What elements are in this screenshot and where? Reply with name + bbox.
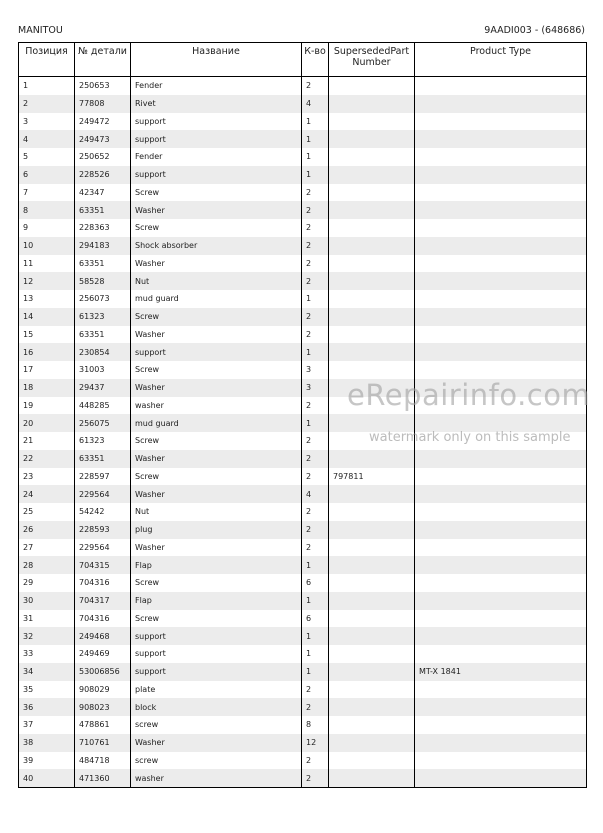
cell-product-type [415,361,587,379]
cell-position: 30 [19,592,75,610]
cell-superseded [329,752,415,770]
cell-quantity: 2 [302,769,329,787]
table-row [19,503,587,521]
cell-product-type [415,432,587,450]
cell-product-type [415,556,587,574]
cell-part-number: 63351 [75,326,131,344]
cell-product-type [415,326,587,344]
table-row [19,237,587,255]
cell-position: 22 [19,450,75,468]
cell-part-number: 249468 [75,627,131,645]
cell-quantity: 2 [302,237,329,255]
column-header-superseded-part-number: SupersededPartNumber [329,43,415,77]
cell-product-type [415,627,587,645]
cell-part-number: 58528 [75,272,131,290]
cell-part-number: 294183 [75,237,131,255]
header-brand: MANITOU [18,25,63,36]
cell-part-number: 54242 [75,503,131,521]
cell-quantity: 1 [302,663,329,681]
cell-part-number: 908029 [75,681,131,699]
watermark-note: watermark only on this sample [369,430,571,445]
cell-superseded [329,130,415,148]
cell-name: support [131,645,302,663]
cell-name: Screw [131,308,302,326]
cell-quantity: 2 [302,698,329,716]
cell-quantity: 2 [302,503,329,521]
cell-product-type [415,290,587,308]
cell-superseded [329,432,415,450]
cell-part-number: 31003 [75,361,131,379]
cell-product-type [415,379,587,397]
cell-product-type [415,485,587,503]
cell-part-number: 228526 [75,166,131,184]
table-row [19,290,587,308]
cell-position: 33 [19,645,75,663]
cell-superseded [329,95,415,113]
table-row [19,166,587,184]
cell-part-number: 448285 [75,397,131,415]
cell-part-number: 471360 [75,769,131,787]
table-row [19,716,587,734]
cell-superseded [329,113,415,131]
cell-part-number: 478861 [75,716,131,734]
table-row [19,219,587,237]
cell-quantity: 3 [302,361,329,379]
cell-name: Washer [131,539,302,557]
cell-quantity: 2 [302,272,329,290]
cell-position: 4 [19,130,75,148]
cell-superseded [329,272,415,290]
table-row [19,130,587,148]
cell-product-type [415,716,587,734]
cell-product-type [415,184,587,202]
table-row [19,184,587,202]
cell-superseded [329,521,415,539]
cell-position: 1 [19,77,75,95]
cell-product-type [415,343,587,361]
table-body [19,77,587,788]
cell-part-number: 250653 [75,77,131,95]
cell-name: Washer [131,734,302,752]
cell-name: Fender [131,148,302,166]
cell-quantity: 1 [302,130,329,148]
cell-product-type [415,734,587,752]
cell-quantity: 2 [302,219,329,237]
cell-position: 3 [19,113,75,131]
cell-part-number: 42347 [75,184,131,202]
cell-part-number: 53006856 [75,663,131,681]
cell-superseded [329,414,415,432]
table-row [19,521,587,539]
cell-name: Washer [131,450,302,468]
table-row [19,681,587,699]
cell-quantity: 1 [302,627,329,645]
cell-superseded [329,734,415,752]
cell-quantity: 12 [302,734,329,752]
table-row [19,255,587,273]
table-row [19,326,587,344]
cell-part-number: 249469 [75,645,131,663]
cell-position: 15 [19,326,75,344]
cell-name: support [131,130,302,148]
cell-part-number: 256075 [75,414,131,432]
cell-position: 2 [19,95,75,113]
cell-quantity: 1 [302,343,329,361]
cell-position: 40 [19,769,75,787]
cell-position: 28 [19,556,75,574]
cell-position: 11 [19,255,75,273]
cell-product-type [415,130,587,148]
table-row [19,450,587,468]
table-row [19,468,587,486]
table-row [19,308,587,326]
cell-position: 31 [19,610,75,628]
cell-product-type [415,592,587,610]
cell-superseded [329,503,415,521]
cell-name: Washer [131,326,302,344]
cell-quantity: 2 [302,184,329,202]
cell-part-number: 61323 [75,308,131,326]
cell-position: 35 [19,681,75,699]
cell-name: Washer [131,379,302,397]
cell-name: Fender [131,77,302,95]
cell-position: 14 [19,308,75,326]
cell-product-type [415,645,587,663]
table-row [19,592,587,610]
cell-product-type [415,521,587,539]
cell-product-type [415,113,587,131]
cell-position: 38 [19,734,75,752]
table-row [19,95,587,113]
cell-position: 6 [19,166,75,184]
cell-product-type [415,77,587,95]
watermark-site: eRepairinfo.com [347,378,591,412]
table-row [19,201,587,219]
cell-quantity: 2 [302,432,329,450]
cell-name: support [131,627,302,645]
table-row [19,272,587,290]
cell-superseded [329,148,415,166]
table-row [19,769,587,787]
cell-superseded: 797811 [329,468,415,486]
cell-part-number: 230854 [75,343,131,361]
cell-product-type [415,698,587,716]
cell-quantity: 2 [302,468,329,486]
table-row [19,734,587,752]
cell-position: 13 [19,290,75,308]
column-header-quantity: К-во [302,43,329,77]
cell-part-number: 61323 [75,432,131,450]
cell-position: 34 [19,663,75,681]
cell-quantity: 2 [302,752,329,770]
cell-name: support [131,166,302,184]
table-row [19,148,587,166]
cell-product-type [415,166,587,184]
cell-part-number: 704316 [75,610,131,628]
cell-product-type [415,539,587,557]
table-row [19,432,587,450]
cell-quantity: 2 [302,308,329,326]
cell-name: support [131,343,302,361]
cell-superseded [329,592,415,610]
cell-product-type [415,237,587,255]
table-row [19,645,587,663]
cell-quantity: 6 [302,610,329,628]
cell-superseded [329,219,415,237]
cell-superseded [329,308,415,326]
cell-name: Screw [131,361,302,379]
cell-superseded [329,681,415,699]
cell-part-number: 908023 [75,698,131,716]
cell-name: Screw [131,468,302,486]
cell-position: 26 [19,521,75,539]
cell-name: mud guard [131,414,302,432]
cell-quantity: 2 [302,521,329,539]
column-header-part-number: № детали [75,43,131,77]
column-header-product-type: Product Type [415,43,587,77]
column-header-position: Позиция [19,43,75,77]
cell-superseded [329,184,415,202]
cell-position: 29 [19,574,75,592]
cell-superseded [329,716,415,734]
cell-quantity: 1 [302,290,329,308]
cell-quantity: 1 [302,148,329,166]
cell-name: washer [131,769,302,787]
cell-part-number: 228597 [75,468,131,486]
cell-position: 36 [19,698,75,716]
cell-product-type [415,255,587,273]
cell-name: Screw [131,184,302,202]
cell-name: Rivet [131,95,302,113]
table-row [19,379,587,397]
cell-name: block [131,698,302,716]
cell-part-number: 710761 [75,734,131,752]
cell-part-number: 229564 [75,539,131,557]
header-doc-code: 9AADI003 - (648686) [484,25,585,36]
table-row [19,752,587,770]
table-header-row [19,43,587,77]
cell-superseded [329,201,415,219]
table-row [19,77,587,95]
table-row [19,539,587,557]
cell-product-type [415,308,587,326]
cell-product-type [415,219,587,237]
cell-name: Washer [131,201,302,219]
cell-superseded [329,627,415,645]
cell-product-type [415,450,587,468]
cell-part-number: 63351 [75,255,131,273]
cell-quantity: 1 [302,556,329,574]
cell-part-number: 29437 [75,379,131,397]
cell-position: 21 [19,432,75,450]
cell-superseded [329,769,415,787]
cell-part-number: 249473 [75,130,131,148]
cell-position: 8 [19,201,75,219]
cell-part-number: 249472 [75,113,131,131]
cell-name: Screw [131,610,302,628]
cell-position: 7 [19,184,75,202]
cell-quantity: 8 [302,716,329,734]
cell-name: Screw [131,432,302,450]
cell-superseded [329,343,415,361]
cell-position: 27 [19,539,75,557]
cell-superseded [329,539,415,557]
cell-product-type [415,752,587,770]
cell-name: mud guard [131,290,302,308]
cell-name: Screw [131,219,302,237]
cell-product-type [415,95,587,113]
cell-product-type [415,272,587,290]
cell-quantity: 2 [302,326,329,344]
cell-quantity: 2 [302,77,329,95]
cell-quantity: 1 [302,166,329,184]
cell-superseded [329,610,415,628]
cell-product-type [415,397,587,415]
table-row [19,663,587,681]
cell-position: 5 [19,148,75,166]
cell-name: Washer [131,485,302,503]
cell-superseded [329,255,415,273]
cell-quantity: 2 [302,450,329,468]
cell-product-type [415,468,587,486]
cell-superseded [329,485,415,503]
cell-superseded [329,663,415,681]
cell-quantity: 2 [302,681,329,699]
cell-superseded [329,698,415,716]
table-row [19,414,587,432]
cell-product-type [415,681,587,699]
cell-position: 17 [19,361,75,379]
cell-superseded [329,237,415,255]
cell-part-number: 704316 [75,574,131,592]
cell-part-number: 228363 [75,219,131,237]
cell-superseded [329,574,415,592]
table-row [19,574,587,592]
cell-part-number: 704317 [75,592,131,610]
cell-position: 9 [19,219,75,237]
cell-quantity: 2 [302,397,329,415]
cell-part-number: 484718 [75,752,131,770]
table-row [19,627,587,645]
cell-quantity: 1 [302,414,329,432]
cell-position: 19 [19,397,75,415]
cell-product-type [415,769,587,787]
cell-quantity: 1 [302,645,329,663]
cell-quantity: 4 [302,95,329,113]
cell-part-number: 77808 [75,95,131,113]
table-row [19,343,587,361]
cell-quantity: 2 [302,201,329,219]
cell-name: Screw [131,574,302,592]
cell-product-type [415,201,587,219]
cell-part-number: 63351 [75,450,131,468]
cell-quantity: 1 [302,113,329,131]
cell-name: Washer [131,255,302,273]
cell-product-type [415,610,587,628]
cell-quantity: 2 [302,539,329,557]
cell-part-number: 228593 [75,521,131,539]
cell-superseded [329,645,415,663]
cell-superseded [329,326,415,344]
cell-part-number: 704315 [75,556,131,574]
cell-quantity: 2 [302,255,329,273]
cell-position: 37 [19,716,75,734]
cell-part-number: 63351 [75,201,131,219]
column-header-name: Название [131,43,302,77]
table-row [19,361,587,379]
cell-position: 20 [19,414,75,432]
cell-name: support [131,663,302,681]
cell-name: Nut [131,272,302,290]
cell-superseded [329,379,415,397]
cell-position: 32 [19,627,75,645]
cell-superseded [329,397,415,415]
cell-superseded [329,166,415,184]
cell-superseded [329,290,415,308]
cell-position: 18 [19,379,75,397]
table-row [19,485,587,503]
table-row [19,397,587,415]
table-row [19,610,587,628]
cell-name: plate [131,681,302,699]
table-row [19,556,587,574]
cell-name: washer [131,397,302,415]
cell-quantity: 6 [302,574,329,592]
cell-product-type [415,414,587,432]
cell-position: 24 [19,485,75,503]
cell-part-number: 250652 [75,148,131,166]
cell-superseded [329,556,415,574]
cell-product-type: MT-X 1841 [415,663,587,681]
cell-position: 23 [19,468,75,486]
cell-quantity: 1 [302,592,329,610]
cell-part-number: 229564 [75,485,131,503]
table-row [19,698,587,716]
cell-superseded [329,77,415,95]
cell-product-type [415,503,587,521]
cell-name: plug [131,521,302,539]
cell-position: 16 [19,343,75,361]
cell-name: Shock absorber [131,237,302,255]
cell-name: screw [131,716,302,734]
cell-position: 10 [19,237,75,255]
cell-part-number: 256073 [75,290,131,308]
cell-name: Flap [131,556,302,574]
cell-position: 25 [19,503,75,521]
cell-quantity: 3 [302,379,329,397]
cell-product-type [415,574,587,592]
cell-superseded [329,361,415,379]
cell-quantity: 4 [302,485,329,503]
cell-name: support [131,113,302,131]
cell-position: 39 [19,752,75,770]
cell-superseded [329,450,415,468]
parts-table [18,42,587,788]
cell-position: 12 [19,272,75,290]
cell-name: Nut [131,503,302,521]
cell-name: Flap [131,592,302,610]
cell-name: screw [131,752,302,770]
table-row [19,113,587,131]
cell-product-type [415,148,587,166]
